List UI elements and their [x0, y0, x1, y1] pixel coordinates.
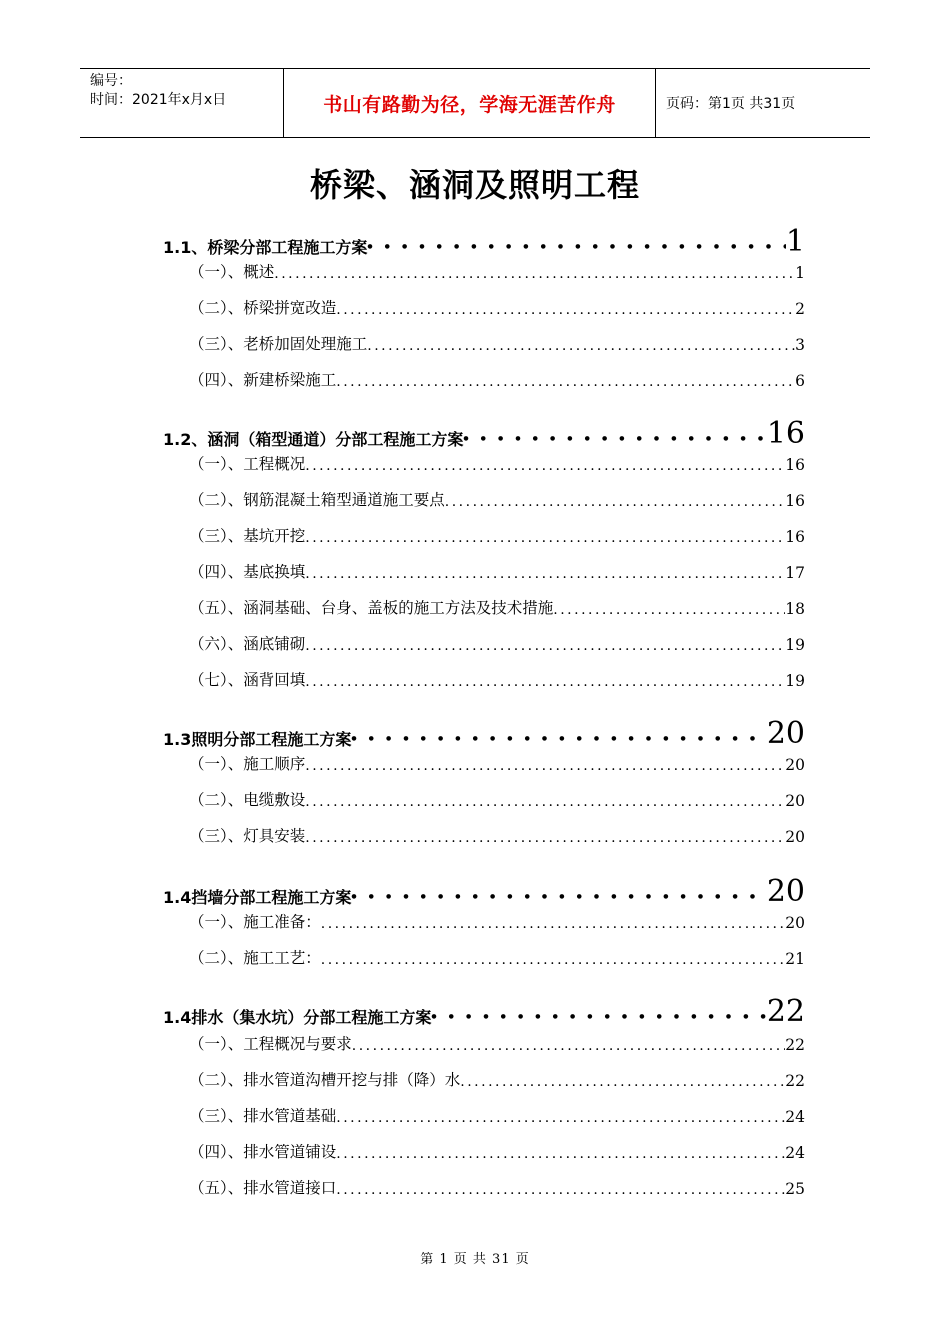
toc-subsection-entry[interactable] — [189, 366, 805, 390]
toc-entry-page: 21 — [785, 950, 805, 968]
toc-entry-page: 20 — [766, 874, 805, 909]
toc-entry-page: 20 — [785, 828, 805, 846]
toc-entry-page: 19 — [785, 636, 805, 654]
toc-leader-dots — [351, 884, 766, 908]
toc-subsection-entry[interactable] — [189, 908, 805, 932]
toc-entry-title: （七）、涵背回填 — [189, 671, 306, 689]
toc-leader-dots — [336, 1144, 785, 1162]
header-table — [80, 68, 870, 138]
toc-entry-page: 1 — [785, 224, 805, 259]
toc-section-entry[interactable] — [163, 872, 805, 908]
toc-leader-dots — [367, 336, 795, 354]
toc-leader-dots — [445, 492, 786, 510]
toc-entry-page: 3 — [795, 336, 805, 354]
toc-entry-title: （二）、施工工艺： — [189, 949, 321, 967]
toc-leader-dots — [305, 456, 785, 474]
toc-leader-dots — [367, 234, 786, 258]
toc-entry-title: （二）、排水管道沟槽开挖与排（降）水 — [189, 1071, 461, 1089]
toc-leader-dots — [305, 636, 785, 654]
toc-subsection-entry[interactable] — [189, 1066, 805, 1090]
toc-entry-title: （二）、桥梁拼宽改造 — [189, 299, 337, 317]
toc-leader-dots — [336, 372, 795, 390]
toc-entry-title: 1.3照明分部工程施工方案 — [163, 730, 352, 749]
page-footer: 第 1 页 共 31 页 — [420, 1252, 530, 1267]
toc-subsection-entry[interactable] — [189, 522, 805, 546]
toc-entry-page: 1 — [795, 264, 805, 282]
toc-entry-page: 24 — [785, 1144, 805, 1162]
toc-entry-page: 22 — [785, 1072, 805, 1090]
toc-entry-title: （五）、排水管道接口 — [189, 1179, 337, 1197]
toc-leader-dots — [305, 564, 785, 582]
toc-subsection-entry[interactable] — [189, 750, 805, 774]
toc-subsection-entry[interactable] — [189, 1138, 805, 1162]
toc-leader-dots — [460, 1072, 785, 1090]
toc-entry-title: （五）、涵洞基础、台身、盖板的施工方法及技术措施 — [189, 599, 554, 617]
toc-entry-title: （三）、排水管道基础 — [189, 1107, 337, 1125]
toc-entry-page: 16 — [785, 528, 805, 546]
toc-section-entry[interactable] — [163, 992, 805, 1028]
toc-leader-dots — [321, 914, 786, 932]
toc-entry-page: 16 — [785, 456, 805, 474]
toc-entry-title: （六）、涵底铺砌 — [189, 635, 306, 653]
toc-leader-dots — [351, 726, 766, 750]
time-label: 时间：2021年x月x日 — [90, 92, 227, 108]
toc-leader-dots — [431, 1004, 766, 1028]
toc-leader-dots — [305, 756, 785, 774]
toc-entry-title: （四）、排水管道铺设 — [189, 1143, 337, 1161]
toc-entry-page: 24 — [785, 1108, 805, 1126]
toc-entry-page: 25 — [785, 1180, 805, 1198]
toc-subsection-entry[interactable] — [189, 786, 805, 810]
toc-subsection-entry[interactable] — [189, 594, 805, 618]
toc-entry-title: （一）、概述 — [189, 263, 275, 281]
toc-entry-page: 19 — [785, 672, 805, 690]
toc-leader-dots — [553, 600, 785, 618]
toc-entry-title: （一）、工程概况与要求 — [189, 1035, 352, 1053]
toc-leader-dots — [336, 1180, 785, 1198]
toc-entry-title: （一）、工程概况 — [189, 455, 306, 473]
header-page-info: 页码：第1页 共31页 — [666, 96, 796, 112]
toc-entry-title: 1.4挡墙分部工程施工方案 — [163, 888, 352, 907]
toc-subsection-entry[interactable] — [189, 450, 805, 474]
header-meta — [80, 69, 283, 137]
toc-section-entry[interactable] — [163, 222, 805, 258]
toc-subsection-entry[interactable] — [189, 294, 805, 318]
toc-entry-title: （三）、灯具安装 — [189, 827, 306, 845]
toc-leader-dots — [336, 1108, 785, 1126]
toc-subsection-entry[interactable] — [189, 666, 805, 690]
toc-entry-title: （一）、施工顺序 — [189, 755, 306, 773]
toc-leader-dots — [305, 528, 785, 546]
toc-entry-title: （一）、施工准备： — [189, 913, 321, 931]
toc-leader-dots — [305, 792, 785, 810]
toc-entry-page: 18 — [785, 600, 805, 618]
toc-entry-page: 20 — [766, 716, 805, 751]
document-title: 桥梁、涵洞及照明工程 — [309, 166, 640, 204]
toc-entry-title: 1.4排水（集水坑）分部工程施工方案 — [163, 1008, 432, 1027]
toc-entry-page: 17 — [785, 564, 805, 582]
toc-entry-title: （二）、电缆敷设 — [189, 791, 306, 809]
toc-subsection-entry[interactable] — [189, 258, 805, 282]
toc-section-entry[interactable] — [163, 714, 805, 750]
toc-entry-page: 20 — [785, 792, 805, 810]
toc-leader-dots — [305, 828, 785, 846]
toc-subsection-entry[interactable] — [189, 486, 805, 510]
toc-leader-dots — [336, 300, 795, 318]
toc-entry-page: 16 — [766, 416, 805, 451]
number-label: 编号： — [90, 73, 132, 89]
toc-entry-title: （三）、老桥加固处理施工 — [189, 335, 368, 353]
toc-entry-page: 22 — [766, 994, 805, 1029]
toc-subsection-entry[interactable] — [189, 822, 805, 846]
toc-entry-page: 2 — [795, 300, 805, 318]
toc-entry-page: 20 — [785, 756, 805, 774]
toc-entry-title: （二）、钢筋混凝土箱型通道施工要点 — [189, 491, 445, 509]
toc-entry-page: 22 — [785, 1036, 805, 1054]
toc-leader-dots — [352, 1036, 786, 1054]
toc-entry-title: 1.2、涵洞（箱型通道）分部工程施工方案 — [163, 430, 464, 449]
toc-entry-title: （四）、新建桥梁施工 — [189, 371, 337, 389]
toc-subsection-entry[interactable] — [189, 1102, 805, 1126]
toc-section-entry[interactable] — [163, 414, 805, 450]
toc-leader-dots — [274, 264, 795, 282]
toc-entry-title: （三）、基坑开挖 — [189, 527, 306, 545]
toc-subsection-entry[interactable] — [189, 1030, 805, 1054]
toc-entry-page: 16 — [785, 492, 805, 510]
toc-subsection-entry[interactable] — [189, 558, 805, 582]
toc-entry-page: 20 — [785, 914, 805, 932]
toc-subsection-entry[interactable] — [189, 630, 805, 654]
header-motto: 书山有路勤为径，学海无涯苦作舟 — [283, 69, 656, 137]
toc-entry-title: 1.1、桥梁分部工程施工方案 — [163, 238, 368, 257]
toc-entry-page: 6 — [795, 372, 805, 390]
toc-entry-title: （四）、基底换填 — [189, 563, 306, 581]
toc-subsection-entry[interactable] — [189, 944, 805, 968]
toc-leader-dots — [305, 672, 785, 690]
toc-subsection-entry[interactable] — [189, 330, 805, 354]
toc-subsection-entry[interactable] — [189, 1174, 805, 1198]
toc-leader-dots — [463, 426, 766, 450]
toc-leader-dots — [321, 950, 786, 968]
